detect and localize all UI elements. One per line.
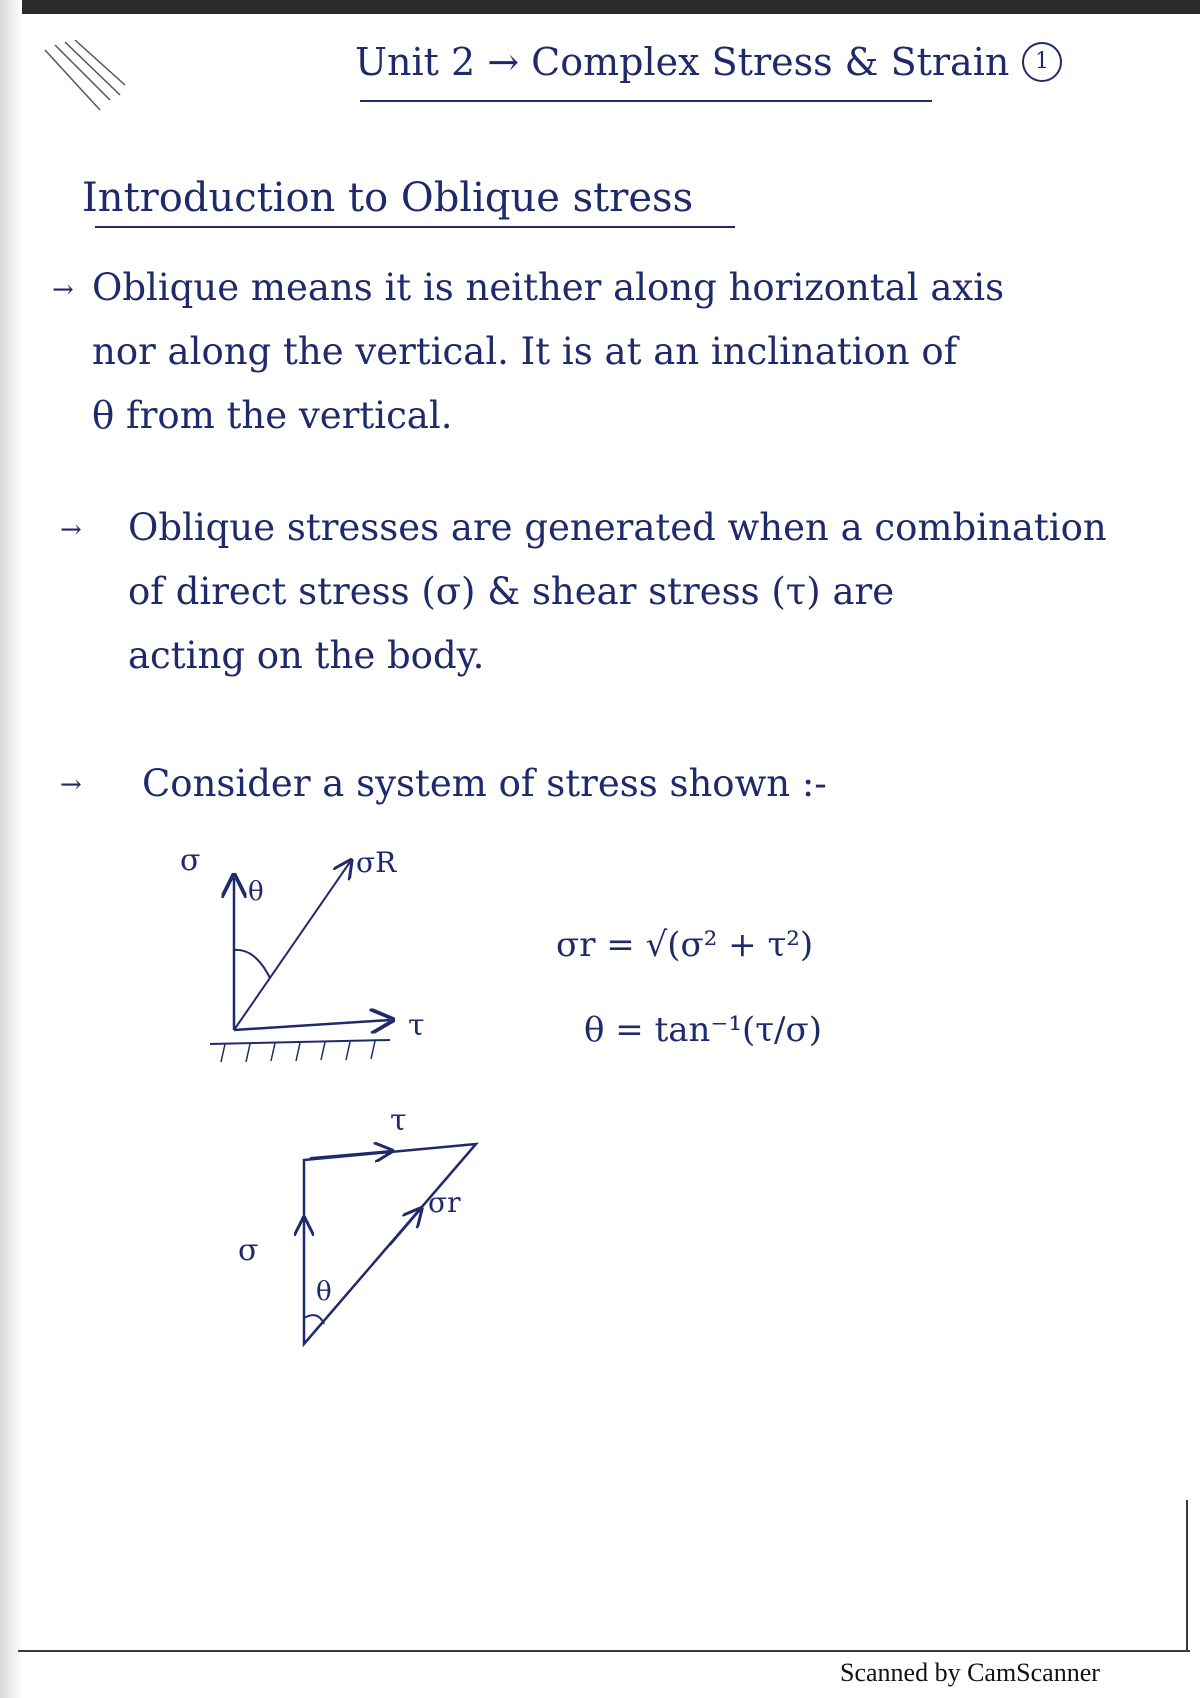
fig1-sigma-r-label: σR [356,846,397,879]
bullet-arrow-icon: → [52,275,74,305]
point-1 [92,256,1004,448]
stress-system-diagram [170,830,470,1070]
fig1-sigma-label: σ [180,843,201,878]
stress-triangle-diagram [220,1100,540,1360]
scan-right-border [1186,1500,1188,1650]
fig1-tau-label: τ [408,1008,425,1043]
title-underline [360,100,932,102]
heading-underline [95,226,735,228]
point-2 [128,496,1107,688]
scan-top-border [0,0,1200,14]
point-1-line-3: θ from the vertical. [92,394,453,437]
section-heading: Introduction to Oblique stress [82,175,694,221]
scan-bottom-border [18,1650,1190,1652]
point-2-line-2: of direct stress (σ) & shear stress (τ) are [128,570,895,613]
fig2-sigma-r-label: σr [428,1186,461,1219]
resultant-stress-formula: σr = √(σ² + τ²) [556,925,814,965]
point-2-line-3: acting on the body. [128,634,485,677]
bullet-arrow-icon: → [60,770,82,800]
point-2-line-1: Oblique stresses are generated when a combination [128,506,1107,549]
point-3 [142,752,827,816]
fig1-theta-label: θ [248,877,264,907]
point-1-line-1: Oblique means it is neither along horizontal axis [92,266,1005,309]
fig2-theta-label: θ [316,1277,332,1307]
page-title: Unit 2 → Complex Stress & Strain [355,40,1010,84]
inclination-angle-formula: θ = tan⁻¹(τ/σ) [584,1010,822,1050]
point-3-line-1: Consider a system of stress shown :- [142,762,827,805]
bullet-arrow-icon: → [60,515,82,545]
scan-credit-watermark: Scanned by CamScanner [840,1658,1100,1687]
fig2-sigma-label: σ [238,1233,259,1268]
corner-scribble [40,40,130,120]
page-number-badge: 1 [1022,42,1062,82]
scan-left-shadow [0,0,22,1698]
fig2-tau-label: τ [390,1103,407,1138]
point-1-line-2: nor along the vertical. It is at an inclination of [92,330,958,373]
